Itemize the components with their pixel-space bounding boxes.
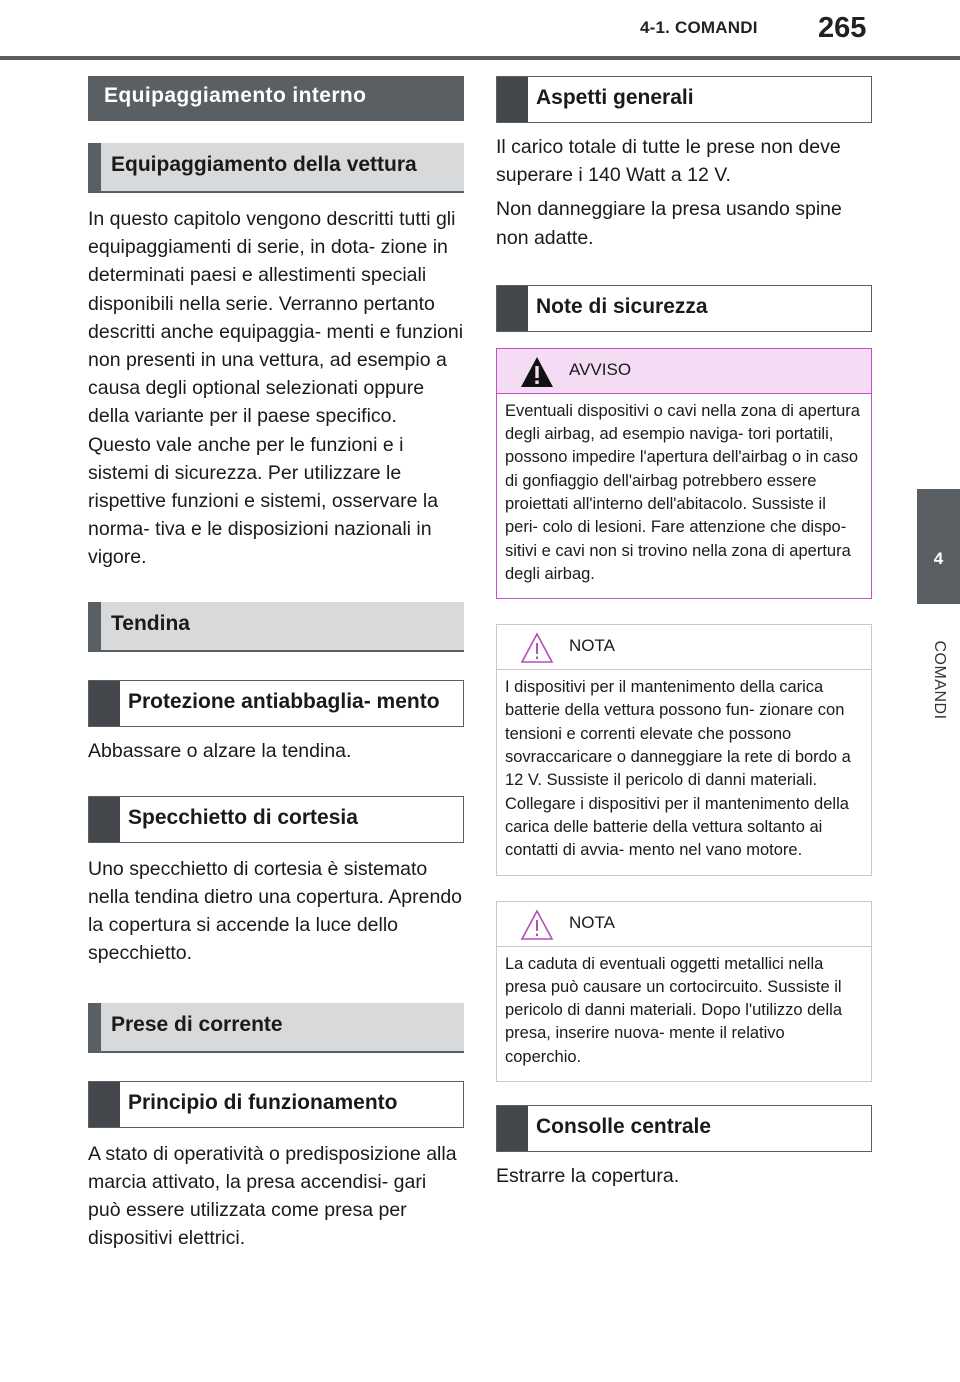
paragraph: A stato di operatività o predisposizione alla marcia attivato, la presa accendisi- gari può essere utilizzata come presa per dispositivi elettrici. xyxy=(88,1142,457,1250)
heading-bar xyxy=(497,286,528,331)
sub-heading-text: Tendina xyxy=(111,611,190,635)
topic-heading xyxy=(496,285,872,332)
section-heading: Equipaggiamento interno xyxy=(88,76,464,121)
notice-header xyxy=(497,625,871,670)
left-column xyxy=(88,76,464,1252)
page-number: 265 xyxy=(818,12,867,44)
sub-heading-text: Equipaggiamento della vettura xyxy=(111,153,417,176)
chapter-tab-label: COMANDI xyxy=(930,640,948,720)
topic-heading-text: Consolle centrale xyxy=(536,1115,712,1139)
paragraph: Uno specchietto di cortesia è sistemato nella tendina dietro una copertura. Aprendo la copertura si accende la luce dello specchietto. xyxy=(88,857,463,965)
topic-heading-text: Note di sicurezza xyxy=(536,294,708,318)
topic-heading-text: Specchietto di cortesia xyxy=(128,805,358,829)
notice-label: NOTA xyxy=(569,636,615,656)
notice-label: NOTA xyxy=(569,912,615,932)
notice-box xyxy=(496,624,872,875)
warning-triangle-filled-icon xyxy=(519,355,555,389)
sub-heading xyxy=(88,1003,464,1053)
sub-heading xyxy=(88,143,464,193)
notice-text: La caduta di eventuali oggetti metallici nella presa può causare un cortocircuito. Sussiste il pericolo di danni materiali. Dopo l'utilizzo della presa, inserire nuova- mente il relativo coperchio. xyxy=(505,954,842,1066)
topic-heading xyxy=(88,680,464,727)
warning-header xyxy=(497,349,871,394)
heading-bar xyxy=(88,602,101,650)
heading-bar xyxy=(497,77,528,122)
heading-bar xyxy=(88,1003,101,1051)
topic-heading xyxy=(496,76,872,123)
chapter-title: 4-1. COMANDI xyxy=(640,18,758,37)
topic-heading-text: Aspetti generali xyxy=(536,86,694,109)
paragraph: In questo capitolo vengono descritti tutti gli equipaggiamenti di serie, in dota- zione in determinati paesi e allestimenti speciali disponibili nella serie. Verranno pertanto descritti anche equipaggia- menti e funzioni non presenti in una vettura, ad esempio a causa degli optional selezionati oppure della variante per il paese specifico. Questo vale anche per le funzioni e i sistemi di sicurezza. Per utilizzare le rispettive funzioni e sistemi, osservare la norma- tiva e le disposizioni nazionali in vigore. xyxy=(88,208,464,569)
sub-heading xyxy=(88,602,464,652)
warning-box xyxy=(496,348,872,599)
heading-bar xyxy=(497,1106,528,1151)
topic-heading-text: Protezione antiabbaglia- mento xyxy=(128,689,440,713)
paragraph: Non danneggiare la presa usando spine non adatte. xyxy=(496,198,842,249)
chapter-tab-number: 4 xyxy=(933,549,944,568)
chapter-tab-title xyxy=(917,620,960,740)
warning-text: Eventuali dispositivi o cavi nella zona di apertura degli airbag, ad esempio naviga- tori portatili, possono impedire l'apertura dell'airbag o in caso di gonfiaggio dell'airbag potrebbero essere proiettati all'interno dell'abitacolo. Sussiste il peri- colo di lesioni. Fare attenzione che dispo- sitivi e cavi non si trovino nella zona di apertura degli airbag. xyxy=(505,401,860,583)
topic-heading xyxy=(88,1081,464,1128)
heading-bar xyxy=(89,797,120,842)
sub-heading-text: Prese di corrente xyxy=(111,1012,283,1036)
topic-heading-text: Principio di funzionamento xyxy=(128,1090,398,1114)
header-rule xyxy=(0,56,960,60)
topic-heading xyxy=(88,796,464,843)
warning-triangle-outline-icon xyxy=(519,908,555,942)
paragraph: Estrarre la copertura. xyxy=(496,1165,680,1188)
warning-triangle-outline-icon xyxy=(519,631,555,665)
heading-bar xyxy=(89,681,120,726)
topic-heading xyxy=(496,1105,872,1152)
heading-bar xyxy=(89,1082,120,1127)
notice-header xyxy=(497,902,871,947)
right-column xyxy=(496,76,872,1190)
notice-text: I dispositivi per il mantenimento della carica batterie della vettura possono fun- zionare con tensioni e correnti elevate che possono sovraccaricare o danneggiare la rete di bordo a 12 V. Sussiste il pericolo di danni materiali. Collegare i dispositivi per il mantenimento della carica delle batterie della vettura soltanto ai contatti di avvia- mento nel vano motore. xyxy=(505,678,851,860)
paragraph: Abbassare o alzare la tendina. xyxy=(88,739,352,762)
heading-bar xyxy=(88,143,101,191)
warning-label: AVVISO xyxy=(569,359,632,379)
chapter-tab xyxy=(917,489,960,604)
notice-box xyxy=(496,901,872,1082)
paragraph: Il carico totale di tutte le prese non deve superare i 140 Watt a 12 V. xyxy=(496,136,841,187)
